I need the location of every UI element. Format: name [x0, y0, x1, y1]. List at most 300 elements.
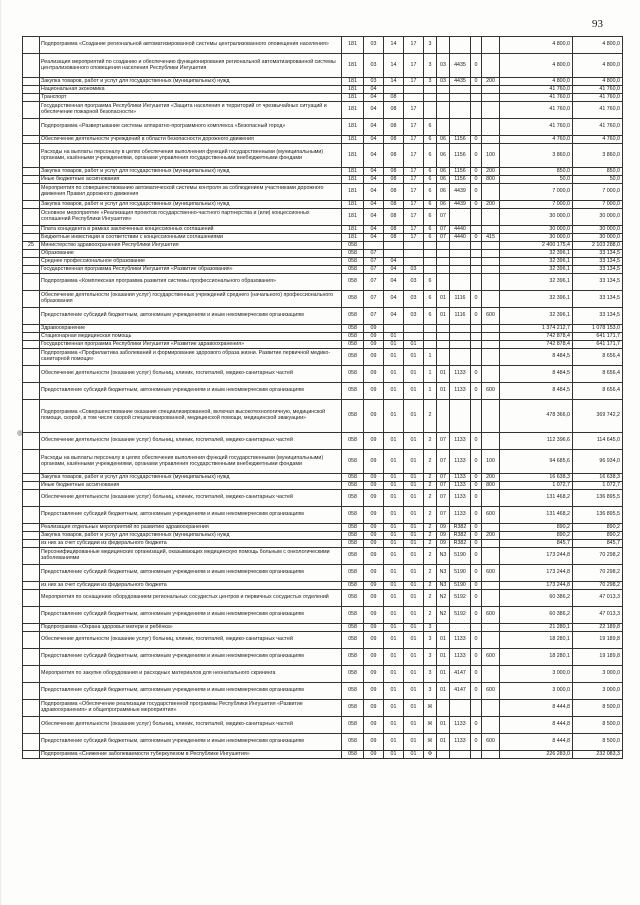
row-number	[23, 168, 40, 176]
extra-code: 0	[471, 717, 482, 734]
subsection-code: 01	[384, 524, 404, 532]
page-edge	[0, 0, 2, 905]
ministry-code: 058	[342, 607, 364, 624]
row-name: Здравоохранение	[40, 325, 342, 333]
table-row	[23, 482, 623, 490]
ministry-code: 181	[342, 144, 364, 168]
expense-type-code	[482, 258, 500, 266]
activity-code: N3	[437, 582, 450, 590]
direction-code	[450, 341, 471, 349]
row-number	[23, 102, 40, 119]
table-row	[23, 607, 623, 624]
program-code: 01	[404, 482, 424, 490]
section-code: 09	[364, 632, 384, 649]
subprogram-code: 2	[424, 548, 437, 565]
amount-year-2: 1 072,7	[573, 482, 623, 490]
row-number	[23, 201, 40, 209]
extra-code	[471, 102, 482, 119]
program-code: 01	[404, 540, 424, 548]
extra-code: 0	[471, 176, 482, 184]
row-number: 25	[23, 242, 40, 250]
ministry-code: 058	[342, 540, 364, 548]
row-number	[23, 683, 40, 700]
subsection-code: 08	[384, 136, 404, 144]
amount-year-2: 50,0	[573, 176, 623, 184]
section-code: 09	[364, 450, 384, 474]
direction-code	[450, 325, 471, 333]
subprogram-code: Ф	[424, 751, 437, 759]
row-number	[23, 291, 40, 308]
expense-type-code	[482, 119, 500, 136]
amount-year-2: 33 134,5	[573, 258, 623, 266]
program-code: 01	[404, 717, 424, 734]
expense-type-code: 100	[482, 144, 500, 168]
activity-code	[437, 94, 450, 102]
subprogram-code: 2	[424, 490, 437, 507]
subsection-code: 01	[384, 341, 404, 349]
row-number	[23, 333, 40, 341]
expense-type-code	[482, 624, 500, 632]
activity-code	[437, 624, 450, 632]
activity-code: 01	[437, 632, 450, 649]
ministry-code: 058	[342, 700, 364, 717]
program-code: 01	[404, 700, 424, 717]
direction-code: 1133	[450, 433, 471, 450]
ministry-code: 058	[342, 291, 364, 308]
ministry-code: 058	[342, 383, 364, 400]
section-code: 09	[364, 433, 384, 450]
row-name: Подпрограмма «Обеспечение реализации государственной программы Республики Ингушетия «Развитие здравоохранения» и общепрограммные мероприятия»	[40, 700, 342, 717]
program-code: 17	[404, 168, 424, 176]
row-name: Обеспечение деятельности (оказание услуг) больниц, клиник, госпиталей, медико-санитарных частей	[40, 632, 342, 649]
table-row	[23, 37, 623, 54]
row-number	[23, 450, 40, 474]
extra-code	[471, 333, 482, 341]
amount-year-2: 8 500,0	[573, 717, 623, 734]
table-row	[23, 274, 623, 291]
amount-year-1: 173 244,8	[500, 565, 573, 582]
expense-type-code	[482, 86, 500, 94]
subsection-code	[384, 250, 404, 258]
amount-year-2: 7 000,0	[573, 184, 623, 201]
table-row	[23, 683, 623, 700]
extra-code: 0	[471, 540, 482, 548]
amount-year-1: 3 000,0	[500, 683, 573, 700]
amount-year-1: 478 366,0	[500, 400, 573, 433]
expense-type-code	[482, 751, 500, 759]
amount-year-1: 1 374 212,7	[500, 325, 573, 333]
row-number	[23, 532, 40, 540]
activity-code: 09	[437, 540, 450, 548]
ministry-code: 058	[342, 266, 364, 274]
extra-code	[471, 266, 482, 274]
amount-year-1: 3 860,0	[500, 144, 573, 168]
direction-code: 1156	[450, 136, 471, 144]
ministry-code: 058	[342, 751, 364, 759]
section-code: 09	[364, 649, 384, 666]
amount-year-1: 850,0	[500, 168, 573, 176]
subsection-code: 08	[384, 209, 404, 226]
ministry-code: 181	[342, 37, 364, 54]
extra-code: 0	[471, 683, 482, 700]
extra-code	[471, 274, 482, 291]
activity-code: 06	[437, 144, 450, 168]
table-row	[23, 450, 623, 474]
table-row	[23, 102, 623, 119]
page-number: 93	[592, 18, 603, 30]
table-row	[23, 734, 623, 751]
expense-type-code	[482, 209, 500, 226]
subsection-code: 01	[384, 383, 404, 400]
subsection-code	[384, 86, 404, 94]
ministry-code: 058	[342, 325, 364, 333]
direction-code	[450, 119, 471, 136]
amount-year-2: 16 638,3	[573, 474, 623, 482]
section-code: 09	[364, 751, 384, 759]
section-code: 09	[364, 349, 384, 366]
amount-year-2: 114 645,0	[573, 433, 623, 450]
ministry-code: 058	[342, 250, 364, 258]
row-number	[23, 666, 40, 683]
expense-type-code	[482, 333, 500, 341]
amount-year-2: 30 000,0	[573, 234, 623, 242]
row-number	[23, 184, 40, 201]
program-code: 01	[404, 433, 424, 450]
program-code: 01	[404, 607, 424, 624]
row-name: Бюджетные инвестиции в соответствии с концессионными соглашениями	[40, 234, 342, 242]
program-code: 01	[404, 632, 424, 649]
subsection-code: 08	[384, 144, 404, 168]
subsection-code: 01	[384, 649, 404, 666]
section-code: 09	[364, 590, 384, 607]
row-name: Обеспечение деятельности (оказания услуг) государственных учреждений среднего (начального) профессионального образования	[40, 291, 342, 308]
activity-code: 07	[437, 474, 450, 482]
row-number	[23, 482, 40, 490]
extra-code: 0	[471, 607, 482, 624]
section-code: 09	[364, 734, 384, 751]
activity-code: 06	[437, 201, 450, 209]
activity-code	[437, 266, 450, 274]
section-code: 09	[364, 383, 384, 400]
subprogram-code: 3	[424, 649, 437, 666]
subprogram-code: 6	[424, 176, 437, 184]
row-name: Закупка товаров, работ и услуг для государственных (муниципальных) нужд	[40, 78, 342, 86]
amount-year-1: 16 638,3	[500, 474, 573, 482]
row-number	[23, 649, 40, 666]
row-name: Подпрограмма «Совершенствование оказания специализированной, включая высокотехнологичную, медицинской помощи, скорой, в том числе скорой специализированной, медицинской помощи, медицинской эвакуации»	[40, 400, 342, 433]
amount-year-2: 8 500,0	[573, 734, 623, 751]
subsection-code: 08	[384, 119, 404, 136]
row-name: Предоставление субсидий бюджетным, автономным учреждениям и иным некоммерческим организациям	[40, 734, 342, 751]
row-name: Предоставление субсидий бюджетным, автономным учреждениям и иным некоммерческим организациям	[40, 507, 342, 524]
row-name: Персонифицированные медицинских организаций, оказывающих медицинскую помощь больным с онкологическими заболеваниями	[40, 548, 342, 565]
direction-code: 4147	[450, 666, 471, 683]
subsection-code: 01	[384, 624, 404, 632]
subprogram-code: 6	[424, 119, 437, 136]
table-row	[23, 78, 623, 86]
section-code	[364, 242, 384, 250]
ministry-code: 181	[342, 184, 364, 201]
expense-type-code: 600	[482, 507, 500, 524]
activity-code	[437, 119, 450, 136]
subsection-code: 01	[384, 474, 404, 482]
extra-code: 0	[471, 582, 482, 590]
amount-year-2: 8 656,4	[573, 349, 623, 366]
subsection-code: 01	[384, 532, 404, 540]
section-code: 09	[364, 341, 384, 349]
row-name: Транспорт	[40, 94, 342, 102]
program-code: 01	[404, 751, 424, 759]
row-number	[23, 250, 40, 258]
program-code: 01	[404, 683, 424, 700]
row-name: Закупка товаров, работ и услуг для государственных (муниципальных) нужд	[40, 532, 342, 540]
direction-code: 1133	[450, 366, 471, 383]
ministry-code: 058	[342, 582, 364, 590]
direction-code	[450, 250, 471, 258]
subsection-code: 01	[384, 666, 404, 683]
amount-year-2: 232 083,3	[573, 751, 623, 759]
subprogram-code: 6	[424, 144, 437, 168]
direction-code: 1133	[450, 482, 471, 490]
direction-code: 4147	[450, 683, 471, 700]
ministry-code: 058	[342, 666, 364, 683]
amount-year-2: 136 895,5	[573, 490, 623, 507]
expense-type-code: 600	[482, 649, 500, 666]
expense-type-code	[482, 266, 500, 274]
extra-code: 0	[471, 54, 482, 78]
amount-year-2: 41 760,0	[573, 94, 623, 102]
subsection-code: 01	[384, 751, 404, 759]
section-code: 04	[364, 176, 384, 184]
ministry-code: 058	[342, 590, 364, 607]
amount-year-2: 641 171,7	[573, 341, 623, 349]
section-code: 03	[364, 54, 384, 78]
amount-year-1: 32 396,1	[500, 274, 573, 291]
extra-code: 0	[471, 482, 482, 490]
table-row	[23, 590, 623, 607]
direction-code	[450, 400, 471, 433]
extra-code: 0	[471, 632, 482, 649]
amount-year-1: 8 444,8	[500, 717, 573, 734]
activity-code: 07	[437, 433, 450, 450]
subsection-code: 01	[384, 507, 404, 524]
extra-code: 0	[471, 433, 482, 450]
extra-code	[471, 37, 482, 54]
activity-code	[437, 37, 450, 54]
activity-code: 06	[437, 184, 450, 201]
section-code: 09	[364, 624, 384, 632]
extra-code: 0	[471, 136, 482, 144]
program-code: 01	[404, 474, 424, 482]
program-code: 01	[404, 590, 424, 607]
amount-year-1: 94 685,6	[500, 450, 573, 474]
subprogram-code: 1	[424, 366, 437, 383]
row-name: Закупка товаров, работ и услуг для государственных (муниципальных) нужд	[40, 474, 342, 482]
expense-type-code: 600	[482, 565, 500, 582]
program-code	[404, 258, 424, 266]
subprogram-code: 2	[424, 565, 437, 582]
subprogram-code: Ж	[424, 717, 437, 734]
expense-type-code: 200	[482, 201, 500, 209]
subsection-code: 01	[384, 734, 404, 751]
budget-table	[22, 36, 623, 759]
expense-type-code	[482, 548, 500, 565]
expense-type-code	[482, 433, 500, 450]
activity-code: 07	[437, 209, 450, 226]
row-number	[23, 266, 40, 274]
subprogram-code	[424, 86, 437, 94]
activity-code: 01	[437, 366, 450, 383]
row-name: Расходы на выплаты персоналу в целях обеспечения выполнения функций государственными (муниципальными) органами, казёнными учреждениями, органами управления государственными внебюджетными фондами	[40, 450, 342, 474]
direction-code: 1133	[450, 490, 471, 507]
direction-code	[450, 349, 471, 366]
row-name: Подпрограмма «Развертывание системы аппаратно-программного комплекса «Безопасный город»	[40, 119, 342, 136]
row-name: из них за счет субсидии из федерального бюджета	[40, 582, 342, 590]
amount-year-1: 4 800,0	[500, 37, 573, 54]
amount-year-1: 226 283,0	[500, 751, 573, 759]
subprogram-code: 6	[424, 308, 437, 325]
section-code: 07	[364, 266, 384, 274]
subsection-code: 01	[384, 632, 404, 649]
activity-code: N2	[437, 607, 450, 624]
subprogram-code: 2	[424, 524, 437, 532]
section-code: 04	[364, 144, 384, 168]
direction-code: 1156	[450, 168, 471, 176]
activity-code: N3	[437, 565, 450, 582]
row-number	[23, 607, 40, 624]
amount-year-2: 41 760,0	[573, 86, 623, 94]
program-code: 01	[404, 366, 424, 383]
amount-year-1: 112 396,6	[500, 433, 573, 450]
extra-code	[471, 119, 482, 136]
extra-code: 0	[471, 308, 482, 325]
subsection-code: 08	[384, 184, 404, 201]
section-code: 04	[364, 234, 384, 242]
extra-code: 0	[471, 78, 482, 86]
amount-year-1: 50,0	[500, 176, 573, 184]
extra-code	[471, 258, 482, 266]
activity-code: 01	[437, 666, 450, 683]
row-name: Государственная программа Республики Ингушетия «Развитие образования»	[40, 266, 342, 274]
amount-year-1: 7 000,0	[500, 201, 573, 209]
row-name: Предоставление субсидий бюджетным, автономным учреждениям и иным некоммерческим организациям	[40, 565, 342, 582]
program-code: 01	[404, 341, 424, 349]
extra-code	[471, 341, 482, 349]
table-row	[23, 226, 623, 234]
amount-year-1: 21 280,1	[500, 624, 573, 632]
expense-type-code: 200	[482, 474, 500, 482]
ministry-code: 181	[342, 119, 364, 136]
subprogram-code: Ж	[424, 734, 437, 751]
table-row	[23, 325, 623, 333]
direction-code: 1156	[450, 176, 471, 184]
direction-code: R382	[450, 524, 471, 532]
program-code	[404, 94, 424, 102]
direction-code: 1116	[450, 291, 471, 308]
subprogram-code: 3	[424, 666, 437, 683]
ministry-code: 181	[342, 226, 364, 234]
section-code: 09	[364, 683, 384, 700]
direction-code: R382	[450, 532, 471, 540]
amount-year-2: 4 760,0	[573, 136, 623, 144]
row-number	[23, 590, 40, 607]
row-name: Предоставление субсидий бюджетным, автономным учреждениям и иным некоммерческим организациям	[40, 383, 342, 400]
section-code: 03	[364, 37, 384, 54]
ministry-code: 181	[342, 201, 364, 209]
direction-code: 1133	[450, 383, 471, 400]
row-number	[23, 308, 40, 325]
ministry-code: 181	[342, 176, 364, 184]
table-row	[23, 94, 623, 102]
amount-year-1: 41 760,0	[500, 102, 573, 119]
program-code: 17	[404, 184, 424, 201]
amount-year-1: 8 484,5	[500, 383, 573, 400]
ministry-code: 058	[342, 624, 364, 632]
expense-type-code	[482, 136, 500, 144]
amount-year-2: 33 134,5	[573, 308, 623, 325]
ministry-code: 058	[342, 532, 364, 540]
program-code: 01	[404, 734, 424, 751]
program-code: 17	[404, 176, 424, 184]
subsection-code: 01	[384, 349, 404, 366]
table-row	[23, 184, 623, 201]
ministry-code: 181	[342, 78, 364, 86]
ministry-code: 058	[342, 474, 364, 482]
program-code: 01	[404, 490, 424, 507]
amount-year-1: 890,2	[500, 524, 573, 532]
row-number	[23, 226, 40, 234]
expense-type-code: 100	[482, 450, 500, 474]
ministry-code: 058	[342, 274, 364, 291]
amount-year-2: 41 760,0	[573, 102, 623, 119]
expense-type-code	[482, 366, 500, 383]
expense-type-code: 200	[482, 168, 500, 176]
amount-year-1: 7 000,0	[500, 184, 573, 201]
section-code: 04	[364, 136, 384, 144]
row-number	[23, 119, 40, 136]
direction-code: 5192	[450, 607, 471, 624]
section-code: 09	[364, 474, 384, 482]
program-code: 01	[404, 582, 424, 590]
subsection-code: 01	[384, 433, 404, 450]
direction-code: 4435	[450, 78, 471, 86]
extra-code: 0	[471, 565, 482, 582]
extra-code: 0	[471, 234, 482, 242]
amount-year-1: 890,2	[500, 532, 573, 540]
program-code: 01	[404, 349, 424, 366]
program-code: 01	[404, 524, 424, 532]
direction-code	[450, 242, 471, 250]
subprogram-code: 2	[424, 450, 437, 474]
program-code: 03	[404, 274, 424, 291]
expense-type-code	[482, 717, 500, 734]
amount-year-1: 32 396,1	[500, 250, 573, 258]
ministry-code: 058	[342, 450, 364, 474]
extra-code: 0	[471, 184, 482, 201]
activity-code: 06	[437, 136, 450, 144]
program-code: 01	[404, 565, 424, 582]
subsection-code: 14	[384, 78, 404, 86]
direction-code	[450, 258, 471, 266]
amount-year-2: 47 013,3	[573, 607, 623, 624]
table-row	[23, 168, 623, 176]
row-number	[23, 325, 40, 333]
row-number	[23, 565, 40, 582]
subprogram-code: 3	[424, 624, 437, 632]
program-code: 17	[404, 136, 424, 144]
extra-code: 0	[471, 548, 482, 565]
amount-year-1: 131 468,2	[500, 490, 573, 507]
